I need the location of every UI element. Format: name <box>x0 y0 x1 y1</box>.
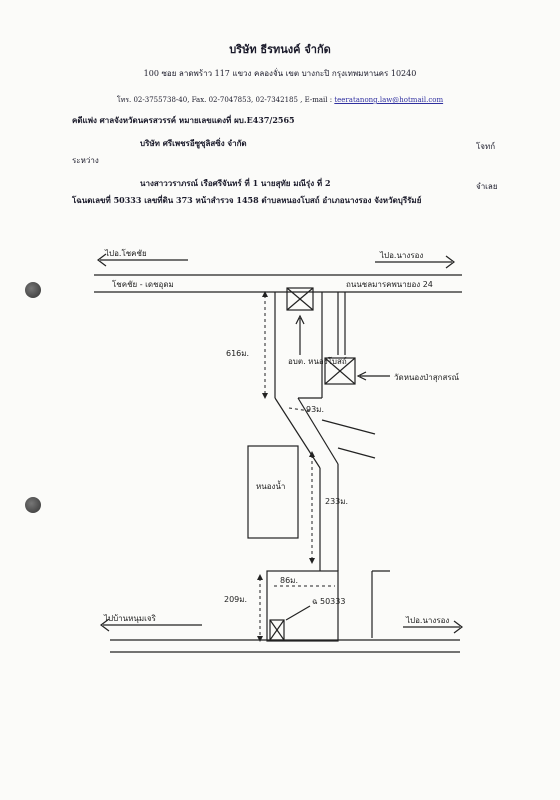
plot-pointer <box>286 606 310 620</box>
label-to-bottom-left: ไปบ้านหนุมเจริ <box>104 614 156 623</box>
label-dist-233: 233ม. <box>325 497 349 506</box>
court-case-line: คดีแพ่ง ศาลจังหวัดนครสวรรค์ หมายเลขแดงที่ ผบ.E437/2565 <box>72 115 295 125</box>
dist-209-arrow-bottom <box>257 636 263 642</box>
label-to-chokchai: ไปอ.โชคชัย <box>105 249 147 258</box>
dist-209-arrow-top <box>257 574 263 580</box>
label-dist-616: 616ม. <box>226 349 250 358</box>
label-pond: หนองน้ำ <box>256 482 286 491</box>
label-road-right: ถนนชลมารคพนายอง 24 <box>346 280 433 289</box>
contact-text: โทร. 02-3755738-40, Fax. 02-7047853, 02-7342185 , E-mail : <box>116 96 335 104</box>
deed-info-line: โฉนดเลขที่ 50333 เลขที่ดิน 373 หน้าสำรวจ 1458 ตำบลหนองโบสถ์ อำเภอนางรอง จังหวัดบุรีรัมย์ <box>72 195 422 205</box>
firm-name: บริษัท ธีรทนงค์ จำกัด <box>229 43 331 56</box>
label-to-nangrong-top: ไปอ.นางรอง <box>380 251 424 260</box>
label-dist-209: 209ม. <box>224 595 248 604</box>
label-main-road: โชคชัย - เดชอุดม <box>112 280 174 289</box>
label-to-nangrong-bottom: ไปอ.นางรอง <box>406 616 450 625</box>
email-link[interactable]: teeratanong.law@hotmail.com <box>334 96 444 104</box>
plaintiff-name: บริษัท ศรีเพชรอีซูซุลิสซิ่ง จำกัด <box>140 138 247 148</box>
label-plot: ฉ 50333 <box>312 597 346 606</box>
firm-address: 100 ซอย ลาดพร้าว 117 แขวง คลองจั่น เขต บางกะปิ กรุงเทพมหานคร 10240 <box>143 69 417 78</box>
defendants-names: นางสาววราภรณ์ เรือศรีจันทร์ ที่ 1 นายสุทัย มณีรุ่ง ที่ 2 <box>140 178 331 188</box>
dist-233-arrow-bottom <box>309 558 315 564</box>
branch-road-top <box>322 420 375 434</box>
label-dist-93: 93ม. <box>306 405 324 414</box>
dist-616-arrow-bottom <box>262 393 268 399</box>
label-school: อบต. หนองโบสถ์ <box>288 357 347 366</box>
label-dist-86: 86ม. <box>280 576 298 585</box>
between-label: ระหว่าง <box>72 156 99 165</box>
pond-rect <box>248 446 298 538</box>
defendant-role: จำเลย <box>476 182 498 191</box>
branch-road-bottom <box>338 448 375 458</box>
plaintiff-role: โจทก์ <box>476 142 496 151</box>
label-temple: วัดหนองป่าสุกสรณ์ <box>394 373 460 382</box>
